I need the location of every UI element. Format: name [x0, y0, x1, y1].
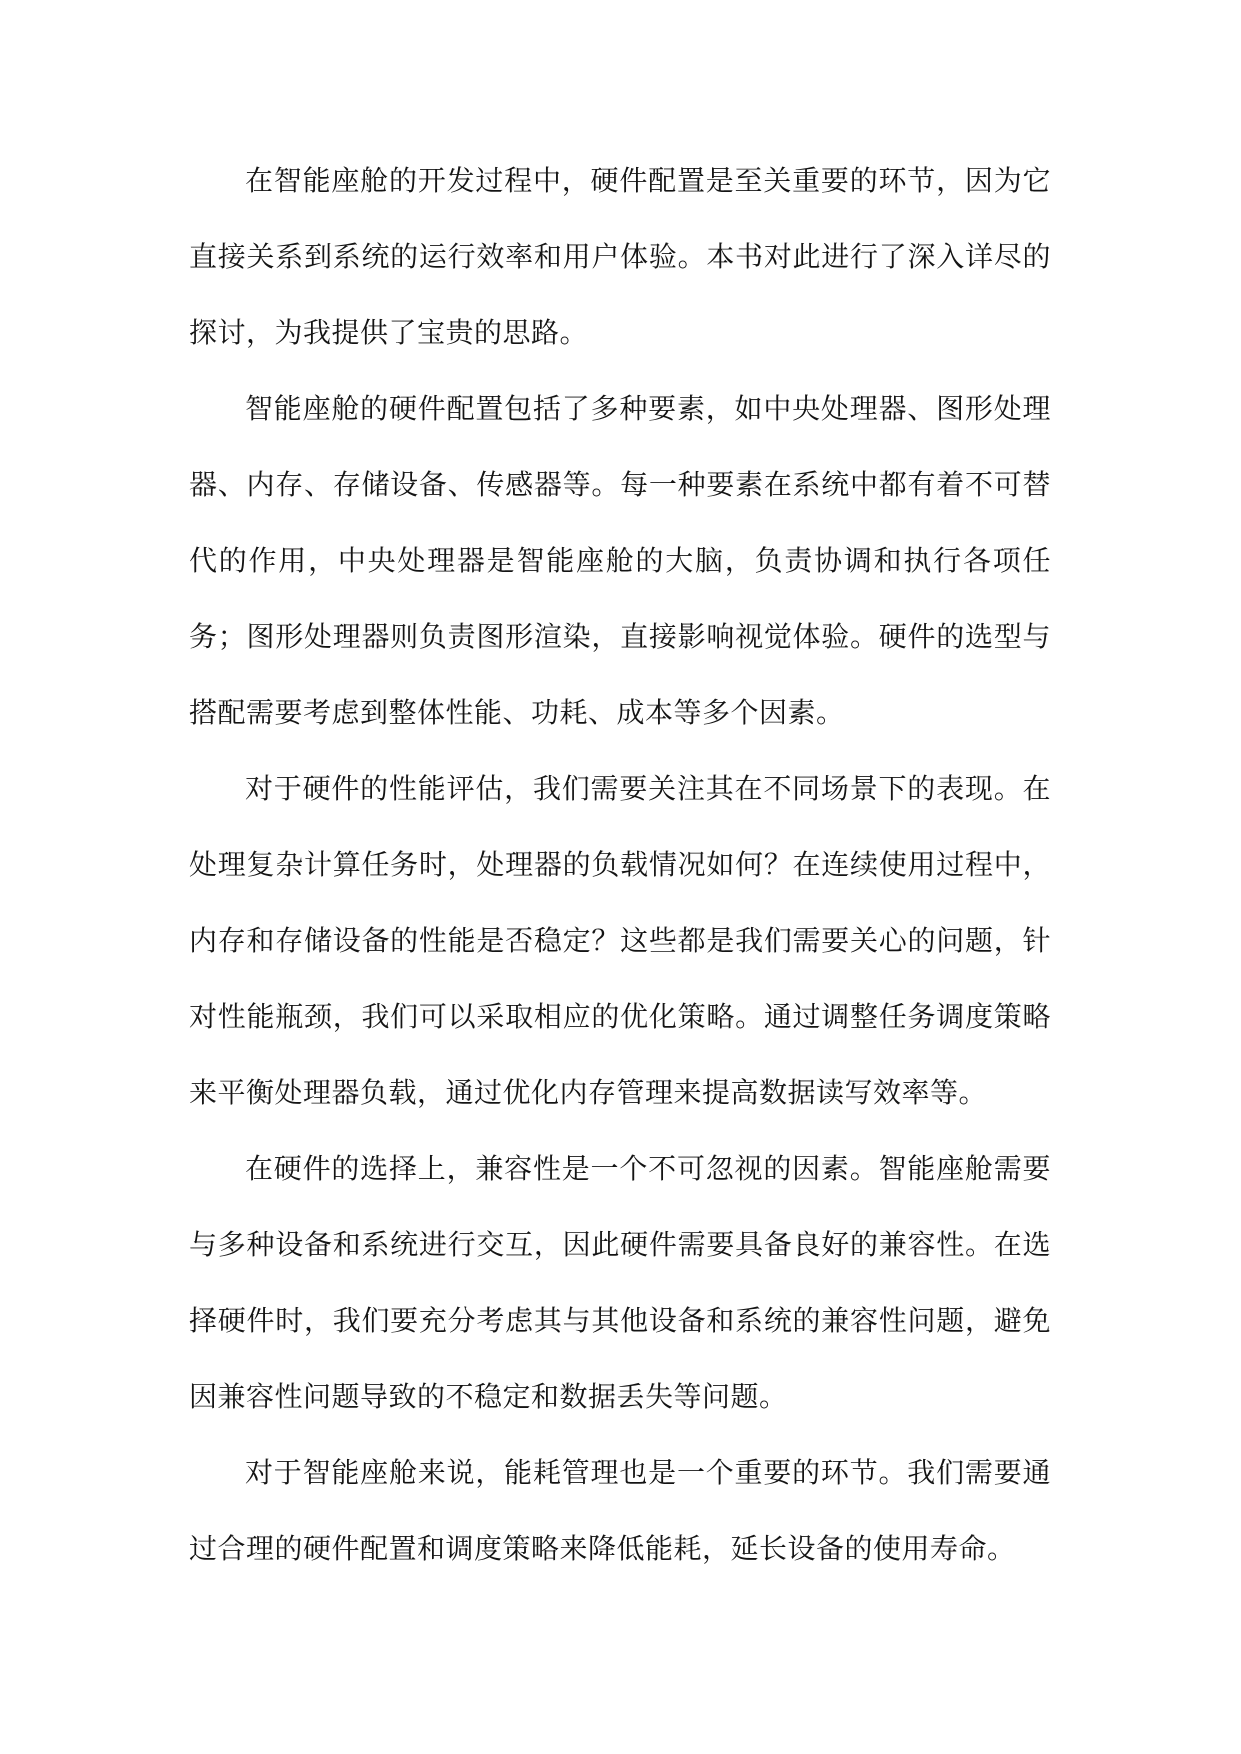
paragraph-2: 智能座舱的硬件配置包括了多种要素，如中央处理器、图形处理器、内存、存储设备、传感器等。每一种要素在系统中都有着不可替代的作用，中央处理器是智能座舱的大脑，负责协调和执行各项任务；图形处理器则负责图形渲染，直接影响视觉体验。硬件的选型与搭配需要考虑到整体性能、功耗、成本等多个因素。 — [189, 392, 1051, 729]
paragraph-1: 在智能座舱的开发过程中，硬件配置是至关重要的环节，因为它直接关系到系统的运行效率和用户体验。本书对此进行了深入详尽的探讨，为我提供了宝贵的思路。 — [189, 164, 1051, 349]
paragraph-4: 在硬件的选择上，兼容性是一个不可忽视的因素。智能座舱需要与多种设备和系统进行交互，因此硬件需要具备良好的兼容性。在选择硬件时，我们要充分考虑其与其他设备和系统的兼容性问题，避免因兼容性问题导致的不稳定和数据丢失等问题。 — [189, 1152, 1051, 1413]
paragraph-5: 对于智能座舱来说，能耗管理也是一个重要的环节。我们需要通过合理的硬件配置和调度策略来降低能耗，延长设备的使用寿命。 — [189, 1456, 1051, 1565]
document-body — [189, 143, 1051, 1587]
paragraph-3: 对于硬件的性能评估，我们需要关注其在不同场景下的表现。在处理复杂计算任务时，处理器的负载情况如何？在连续使用过程中，内存和存储设备的性能是否稳定？这些都是我们需要关心的问题，针对性能瓶颈，我们可以采取相应的优化策略。通过调整任务调度策略来平衡处理器负载，通过优化内存管理来提高数据读写效率等。 — [189, 772, 1051, 1109]
